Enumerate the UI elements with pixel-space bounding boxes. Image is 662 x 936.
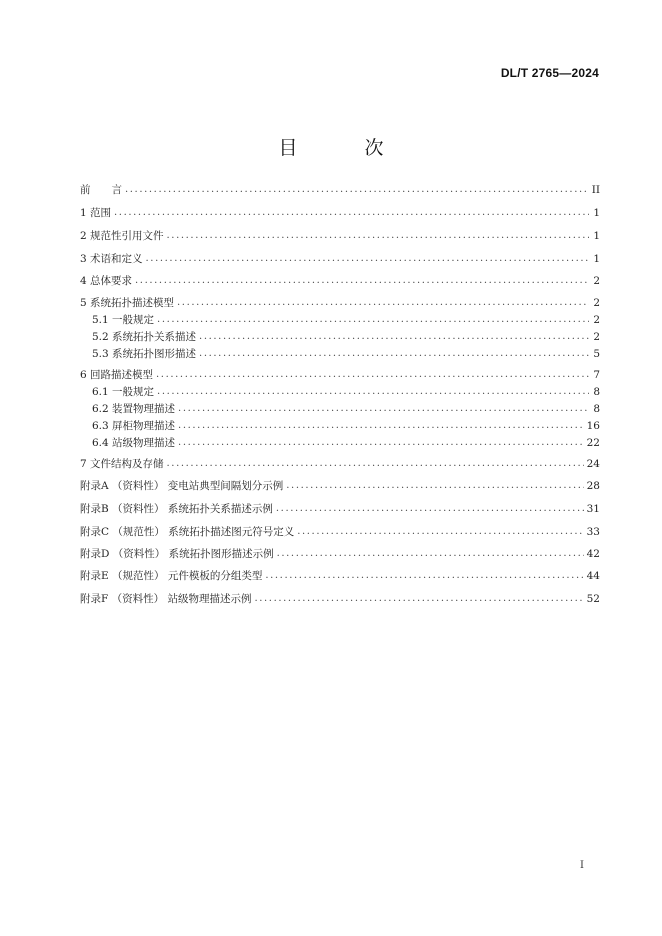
toc-page-number: 5 [593,348,600,360]
toc-page-number: 2 [593,314,600,326]
toc-entry-appendix-e[interactable] [80,567,600,583]
toc-page-number: 1 [593,230,600,242]
dot-leader [146,252,589,266]
document-code: DL/T 2765—2024 [500,66,599,80]
dot-leader [135,274,589,288]
toc-entry-1[interactable] [80,204,600,220]
toc-page-number: 2 [593,297,600,309]
dot-leader [199,347,589,361]
toc-page-number: 8 [593,403,600,415]
dot-leader [178,419,584,433]
toc-entry-3[interactable] [80,250,600,266]
toc-entry-label: 5.2 系统拓扑关系描述 [92,331,197,343]
toc-page-number: 16 [586,420,600,432]
toc-page-number: 33 [586,526,600,538]
toc-entry-label: 附录C （规范性） 系统拓扑描述图元符号定义 [80,526,295,538]
toc-entry-label: 5 系统拓扑描述模型 [80,297,175,309]
dot-leader [177,296,589,310]
toc-entry-label: 附录B （资料性） 系统拓扑关系描述示例 [80,503,273,515]
toc-entry-label: 4 总体要求 [80,275,133,287]
page-number: I [580,860,584,871]
toc-page-number: 42 [586,548,600,560]
toc-entry-label: 附录D （资料性） 系统拓扑图形描述示例 [80,548,274,560]
dot-leader [286,479,583,493]
toc-entry-label: 6.1 一般规定 [92,386,155,398]
dot-leader [277,547,584,561]
toc-entry-label: 5.3 系统拓扑图形描述 [92,348,197,360]
dot-leader [178,402,589,416]
toc-entry-label: 6.2 装置物理描述 [92,403,176,415]
toc-page-number: 1 [593,253,600,265]
toc-entry-label: 5.1 一般规定 [92,314,155,326]
toc-page-number: 24 [586,458,600,470]
toc-entry-label: 附录A （资料性） 变电站典型间隔划分示例 [80,480,284,492]
dot-leader [156,368,589,382]
toc-entry-label: 1 范围 [80,207,112,219]
toc-entry-7[interactable] [80,455,600,471]
toc-entry-5-3[interactable] [92,345,600,361]
toc-entry-foreword[interactable] [80,181,600,197]
toc-entry-label: 前 言 [80,184,122,196]
toc-entry-appendix-d[interactable] [80,545,600,561]
toc-page-number: 7 [593,369,600,381]
toc-entry-5[interactable] [80,294,600,310]
dot-leader [157,385,589,399]
toc-entry-5-1[interactable] [92,311,600,327]
toc-entry-6-1[interactable] [92,383,600,399]
dot-leader [254,592,583,606]
toc-entry-appendix-a[interactable] [80,477,600,493]
dot-leader [297,525,583,539]
toc-entry-6[interactable] [80,366,600,382]
toc-entry-5-2[interactable] [92,328,600,344]
toc-page-number: 2 [593,331,600,343]
toc-page-number: 1 [593,207,600,219]
toc-entry-label: 6.4 站级物理描述 [92,437,176,449]
toc-entry-4[interactable] [80,272,600,288]
toc-page-number: 22 [586,437,600,449]
dot-leader [265,569,583,583]
toc-entry-label: 3 术语和定义 [80,253,143,265]
toc-page-number: 2 [593,275,600,287]
dot-leader [157,313,589,327]
toc-entry-appendix-c[interactable] [80,523,600,539]
dot-leader [276,502,584,516]
toc-page-number: 28 [586,480,600,492]
toc-entry-label: 2 规范性引用文件 [80,230,164,242]
toc-page-number: II [591,184,600,196]
toc-entry-label: 6.3 屏柜物理描述 [92,420,176,432]
page-title: 目 次 [278,137,408,159]
toc-entry-2[interactable] [80,227,600,243]
toc-entry-6-3[interactable] [92,417,600,433]
toc-entry-label: 附录F （资料性） 站级物理描述示例 [80,593,252,605]
toc-entry-label: 6 回路描述模型 [80,369,154,381]
toc-entry-appendix-f[interactable] [80,590,600,606]
dot-leader [178,436,584,450]
dot-leader [125,183,589,197]
toc-page-number: 8 [593,386,600,398]
toc-page-number: 52 [586,593,600,605]
dot-leader [114,206,589,220]
toc-entry-appendix-b[interactable] [80,500,600,516]
toc-page-number: 31 [586,503,600,515]
toc-entry-6-4[interactable] [92,434,600,450]
toc-entry-label: 7 文件结构及存储 [80,458,164,470]
dot-leader [167,229,589,243]
toc-entry-label: 附录E （规范性） 元件模板的分组类型 [80,570,263,582]
dot-leader [167,457,584,471]
toc-page-number: 44 [586,570,600,582]
dot-leader [199,330,589,344]
toc-entry-6-2[interactable] [92,400,600,416]
